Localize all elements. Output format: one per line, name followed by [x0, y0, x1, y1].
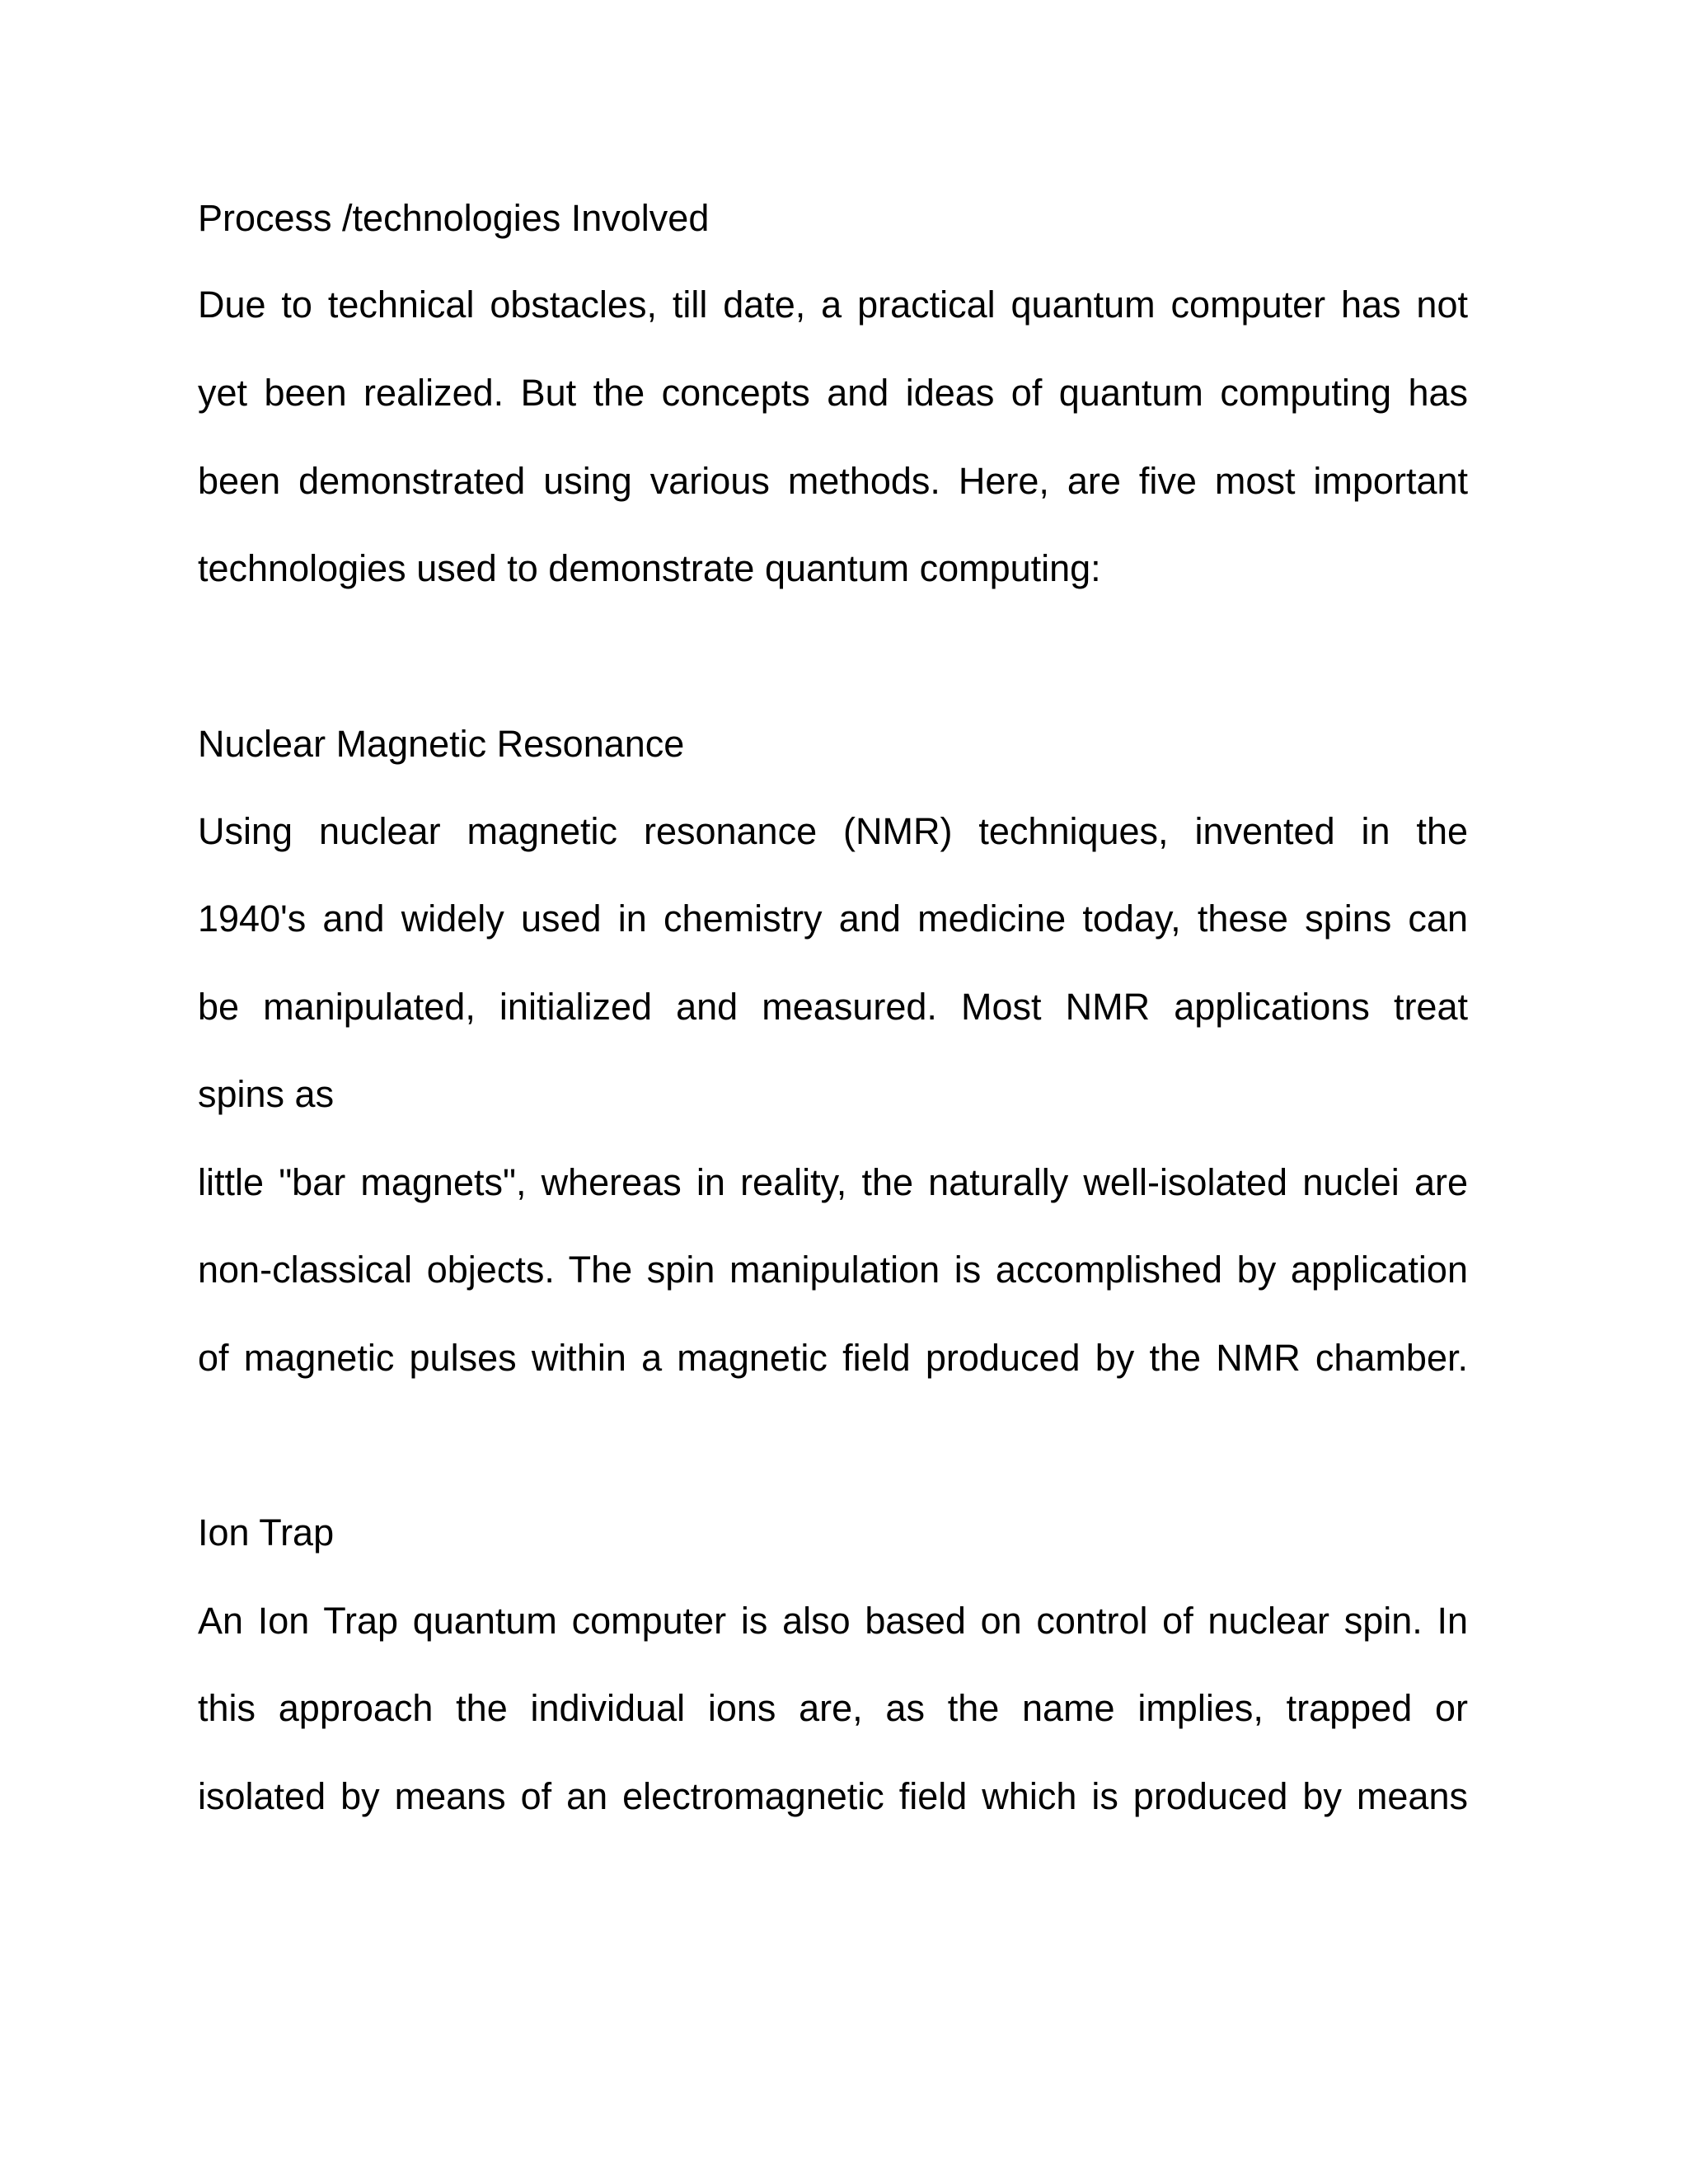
paragraph-line: An Ion Trap quantum computer is also based on control of nuclear spin. In	[198, 1600, 1468, 1642]
paragraph-line: 1940's and widely used in chemistry and medicine today, these spins can	[198, 898, 1468, 940]
paragraph-line: yet been realized. But the concepts and ideas of quantum computing has	[198, 372, 1468, 414]
paragraph-line: non-classical objects. The spin manipulation is accomplished by application	[198, 1249, 1468, 1291]
paragraph-line: isolated by means of an electromagnetic field which is produced by means	[198, 1775, 1468, 1817]
section-heading-ion-trap: Ion Trap	[198, 1511, 335, 1554]
paragraph-line: been demonstrated using various methods. Here, are five most important	[198, 460, 1468, 502]
paragraph-line: be manipulated, initialized and measured. Most NMR applications treat	[198, 986, 1468, 1028]
section-heading-nmr: Nuclear Magnetic Resonance	[198, 723, 685, 765]
paragraph-line: of magnetic pulses within a magnetic field produced by the NMR chamber.	[198, 1337, 1468, 1379]
paragraph-line: Due to technical obstacles, till date, a practical quantum computer has not	[198, 284, 1468, 326]
section-heading-process-technologies: Process /technologies Involved	[198, 197, 710, 239]
paragraph-line: spins as	[198, 1073, 335, 1115]
paragraph-line: Using nuclear magnetic resonance (NMR) techniques, invented in the	[198, 810, 1468, 852]
paragraph-line: technologies used to demonstrate quantum computing:	[198, 547, 1101, 589]
paragraph-line: little "bar magnets", whereas in reality, the naturally well-isolated nuclei are	[198, 1161, 1468, 1203]
paragraph-line: this approach the individual ions are, as the name implies, trapped or	[198, 1687, 1468, 1729]
